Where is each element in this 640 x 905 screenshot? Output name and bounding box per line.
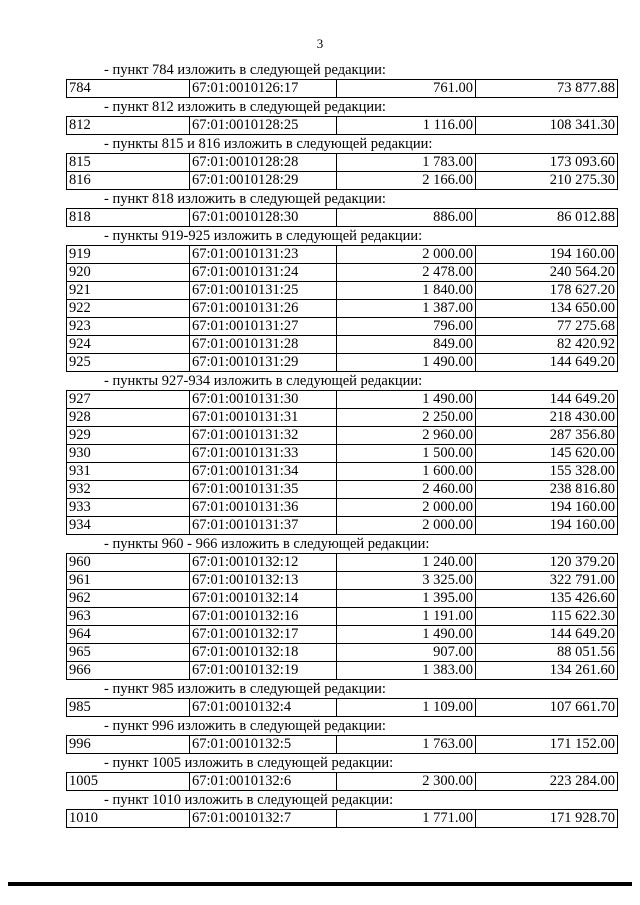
value-cell: 108 341.30 — [476, 117, 618, 135]
amendment-section — [66, 227, 615, 372]
value-cell: 171 928.70 — [476, 810, 618, 828]
area-cell: 1 500.00 — [337, 445, 476, 463]
table-row — [67, 336, 618, 354]
amendment-table — [66, 809, 618, 828]
item-number-cell: 964 — [67, 626, 190, 644]
cadastral-number-cell: 67:01:0010126:17 — [190, 80, 337, 98]
cadastral-number-cell: 67:01:0010131:26 — [190, 300, 337, 318]
table-row — [67, 172, 618, 190]
item-number-cell: 929 — [67, 427, 190, 445]
item-number-cell: 1010 — [67, 810, 190, 828]
amendment-table — [66, 772, 618, 791]
amendment-section — [66, 372, 615, 535]
table-row — [67, 409, 618, 427]
value-cell: 178 627.20 — [476, 282, 618, 300]
cadastral-number-cell: 67:01:0010132:5 — [190, 736, 337, 754]
area-cell: 1 490.00 — [337, 391, 476, 409]
section-heading: - пункт 818 изложить в следующей редакции: — [104, 191, 386, 207]
amendment-section — [66, 717, 615, 754]
table-row — [67, 300, 618, 318]
area-cell: 2 960.00 — [337, 427, 476, 445]
value-cell: 155 328.00 — [476, 463, 618, 481]
area-cell: 1 763.00 — [337, 736, 476, 754]
table-row — [67, 499, 618, 517]
item-number-cell: 965 — [67, 644, 190, 662]
item-number-cell: 784 — [67, 80, 190, 98]
amendment-table — [66, 245, 618, 372]
item-number-cell: 961 — [67, 572, 190, 590]
value-cell: 238 816.80 — [476, 481, 618, 499]
area-cell: 1 600.00 — [337, 463, 476, 481]
area-cell: 1 840.00 — [337, 282, 476, 300]
table-row — [67, 282, 618, 300]
value-cell: 173 093.60 — [476, 154, 618, 172]
table-row — [67, 608, 618, 626]
item-number-cell: 818 — [67, 209, 190, 227]
table-row — [67, 427, 618, 445]
area-cell: 1 383.00 — [337, 662, 476, 680]
item-number-cell: 996 — [67, 736, 190, 754]
cadastral-number-cell: 67:01:0010132:7 — [190, 810, 337, 828]
table-row — [67, 391, 618, 409]
area-cell: 1 490.00 — [337, 354, 476, 372]
cadastral-number-cell: 67:01:0010132:6 — [190, 773, 337, 791]
value-cell: 107 661.70 — [476, 699, 618, 717]
value-cell: 194 160.00 — [476, 246, 618, 264]
item-number-cell: 933 — [67, 499, 190, 517]
area-cell: 1 490.00 — [337, 626, 476, 644]
area-cell: 1 395.00 — [337, 590, 476, 608]
cadastral-number-cell: 67:01:0010132:19 — [190, 662, 337, 680]
value-cell: 218 430.00 — [476, 409, 618, 427]
section-heading: - пункты 815 и 816 изложить в следующей редакции: — [104, 136, 433, 152]
item-number-cell: 919 — [67, 246, 190, 264]
table-row — [67, 264, 618, 282]
value-cell: 144 649.20 — [476, 626, 618, 644]
value-cell: 77 275.68 — [476, 318, 618, 336]
area-cell: 1 191.00 — [337, 608, 476, 626]
item-number-cell: 812 — [67, 117, 190, 135]
amendment-section — [66, 535, 615, 680]
area-cell: 2 000.00 — [337, 246, 476, 264]
table-row — [67, 154, 618, 172]
value-cell: 144 649.20 — [476, 391, 618, 409]
cadastral-number-cell: 67:01:0010128:29 — [190, 172, 337, 190]
cadastral-number-cell: 67:01:0010131:31 — [190, 409, 337, 427]
value-cell: 194 160.00 — [476, 499, 618, 517]
item-number-cell: 966 — [67, 662, 190, 680]
amendment-table — [66, 698, 618, 717]
cadastral-number-cell: 67:01:0010131:25 — [190, 282, 337, 300]
cadastral-number-cell: 67:01:0010131:30 — [190, 391, 337, 409]
table-row — [67, 773, 618, 791]
table-row — [67, 517, 618, 535]
area-cell: 907.00 — [337, 644, 476, 662]
table-row — [67, 736, 618, 754]
area-cell: 2 460.00 — [337, 481, 476, 499]
amendment-table — [66, 153, 618, 190]
cadastral-number-cell: 67:01:0010131:33 — [190, 445, 337, 463]
amendment-section — [66, 754, 615, 791]
cadastral-number-cell: 67:01:0010128:25 — [190, 117, 337, 135]
area-cell: 761.00 — [337, 80, 476, 98]
table-row — [67, 209, 618, 227]
amendment-table — [66, 79, 618, 98]
amendment-table — [66, 390, 618, 535]
cadastral-number-cell: 67:01:0010131:32 — [190, 427, 337, 445]
amendment-table — [66, 116, 618, 135]
area-cell: 2 166.00 — [337, 172, 476, 190]
cadastral-number-cell: 67:01:0010132:12 — [190, 554, 337, 572]
table-row — [67, 554, 618, 572]
item-number-cell: 930 — [67, 445, 190, 463]
section-heading: - пункт 985 изложить в следующей редакции: — [104, 681, 386, 697]
table-row — [67, 463, 618, 481]
page-number: 3 — [316, 36, 324, 51]
table-row — [67, 318, 618, 336]
cadastral-number-cell: 67:01:0010132:18 — [190, 644, 337, 662]
area-cell: 849.00 — [337, 336, 476, 354]
item-number-cell: 816 — [67, 172, 190, 190]
table-row — [67, 445, 618, 463]
amendment-section — [66, 791, 615, 828]
table-row — [67, 572, 618, 590]
table-row — [67, 246, 618, 264]
value-cell: 287 356.80 — [476, 427, 618, 445]
cadastral-number-cell: 67:01:0010131:27 — [190, 318, 337, 336]
item-number-cell: 985 — [67, 699, 190, 717]
value-cell: 210 275.30 — [476, 172, 618, 190]
area-cell: 2 000.00 — [337, 499, 476, 517]
item-number-cell: 923 — [67, 318, 190, 336]
value-cell: 86 012.88 — [476, 209, 618, 227]
value-cell: 73 877.88 — [476, 80, 618, 98]
bottom-rule — [8, 882, 632, 886]
cadastral-number-cell: 67:01:0010131:24 — [190, 264, 337, 282]
table-row — [67, 626, 618, 644]
item-number-cell: 960 — [67, 554, 190, 572]
cadastral-number-cell: 67:01:0010131:23 — [190, 246, 337, 264]
area-cell: 3 325.00 — [337, 572, 476, 590]
item-number-cell: 962 — [67, 590, 190, 608]
area-cell: 886.00 — [337, 209, 476, 227]
item-number-cell: 963 — [67, 608, 190, 626]
value-cell: 82 420.92 — [476, 336, 618, 354]
table-row — [67, 117, 618, 135]
item-number-cell: 815 — [67, 154, 190, 172]
item-number-cell: 934 — [67, 517, 190, 535]
cadastral-number-cell: 67:01:0010131:34 — [190, 463, 337, 481]
table-row — [67, 481, 618, 499]
item-number-cell: 920 — [67, 264, 190, 282]
value-cell: 322 791.00 — [476, 572, 618, 590]
section-heading: - пункты 927-934 изложить в следующей редакции: — [104, 373, 423, 389]
document-body — [66, 61, 615, 828]
area-cell: 2 000.00 — [337, 517, 476, 535]
item-number-cell: 931 — [67, 463, 190, 481]
area-cell: 1 387.00 — [337, 300, 476, 318]
section-heading: - пункты 919-925 изложить в следующей редакции: — [104, 228, 423, 244]
value-cell: 134 650.00 — [476, 300, 618, 318]
table-row — [67, 590, 618, 608]
value-cell: 144 649.20 — [476, 354, 618, 372]
amendment-table — [66, 208, 618, 227]
amendment-table — [66, 553, 618, 680]
value-cell: 171 152.00 — [476, 736, 618, 754]
cadastral-number-cell: 67:01:0010132:4 — [190, 699, 337, 717]
value-cell: 223 284.00 — [476, 773, 618, 791]
cadastral-number-cell: 67:01:0010128:28 — [190, 154, 337, 172]
area-cell: 1 109.00 — [337, 699, 476, 717]
cadastral-number-cell: 67:01:0010132:13 — [190, 572, 337, 590]
value-cell: 240 564.20 — [476, 264, 618, 282]
item-number-cell: 924 — [67, 336, 190, 354]
item-number-cell: 1005 — [67, 773, 190, 791]
table-row — [67, 699, 618, 717]
cadastral-number-cell: 67:01:0010131:29 — [190, 354, 337, 372]
amendment-section — [66, 680, 615, 717]
item-number-cell: 928 — [67, 409, 190, 427]
cadastral-number-cell: 67:01:0010132:16 — [190, 608, 337, 626]
section-heading: - пункт 996 изложить в следующей редакции: — [104, 718, 386, 734]
amendment-section — [66, 190, 615, 227]
area-cell: 1 783.00 — [337, 154, 476, 172]
value-cell: 88 051.56 — [476, 644, 618, 662]
table-row — [67, 644, 618, 662]
cadastral-number-cell: 67:01:0010131:28 — [190, 336, 337, 354]
amendment-section — [66, 61, 615, 98]
value-cell: 115 622.30 — [476, 608, 618, 626]
area-cell: 2 250.00 — [337, 409, 476, 427]
table-row — [67, 354, 618, 372]
amendment-table — [66, 735, 618, 754]
cadastral-number-cell: 67:01:0010131:37 — [190, 517, 337, 535]
value-cell: 194 160.00 — [476, 517, 618, 535]
table-row — [67, 810, 618, 828]
cadastral-number-cell: 67:01:0010132:17 — [190, 626, 337, 644]
item-number-cell: 925 — [67, 354, 190, 372]
area-cell: 1 116.00 — [337, 117, 476, 135]
cadastral-number-cell: 67:01:0010131:36 — [190, 499, 337, 517]
area-cell: 2 478.00 — [337, 264, 476, 282]
value-cell: 145 620.00 — [476, 445, 618, 463]
value-cell: 120 379.20 — [476, 554, 618, 572]
cadastral-number-cell: 67:01:0010131:35 — [190, 481, 337, 499]
cadastral-number-cell: 67:01:0010132:14 — [190, 590, 337, 608]
area-cell: 1 240.00 — [337, 554, 476, 572]
cadastral-number-cell: 67:01:0010128:30 — [190, 209, 337, 227]
value-cell: 134 261.60 — [476, 662, 618, 680]
section-heading: - пункт 784 изложить в следующей редакции: — [104, 62, 386, 78]
area-cell: 1 771.00 — [337, 810, 476, 828]
section-heading: - пункт 1005 изложить в следующей редакции: — [104, 755, 394, 771]
area-cell: 2 300.00 — [337, 773, 476, 791]
item-number-cell: 922 — [67, 300, 190, 318]
table-row — [67, 662, 618, 680]
item-number-cell: 927 — [67, 391, 190, 409]
item-number-cell: 921 — [67, 282, 190, 300]
section-heading: - пункт 812 изложить в следующей редакции: — [104, 99, 386, 115]
amendment-section — [66, 135, 615, 190]
item-number-cell: 932 — [67, 481, 190, 499]
value-cell: 135 426.60 — [476, 590, 618, 608]
section-heading: - пункты 960 - 966 изложить в следующей редакции: — [104, 536, 430, 552]
table-row — [67, 80, 618, 98]
section-heading: - пункт 1010 изложить в следующей редакции: — [104, 792, 394, 808]
area-cell: 796.00 — [337, 318, 476, 336]
amendment-section — [66, 98, 615, 135]
